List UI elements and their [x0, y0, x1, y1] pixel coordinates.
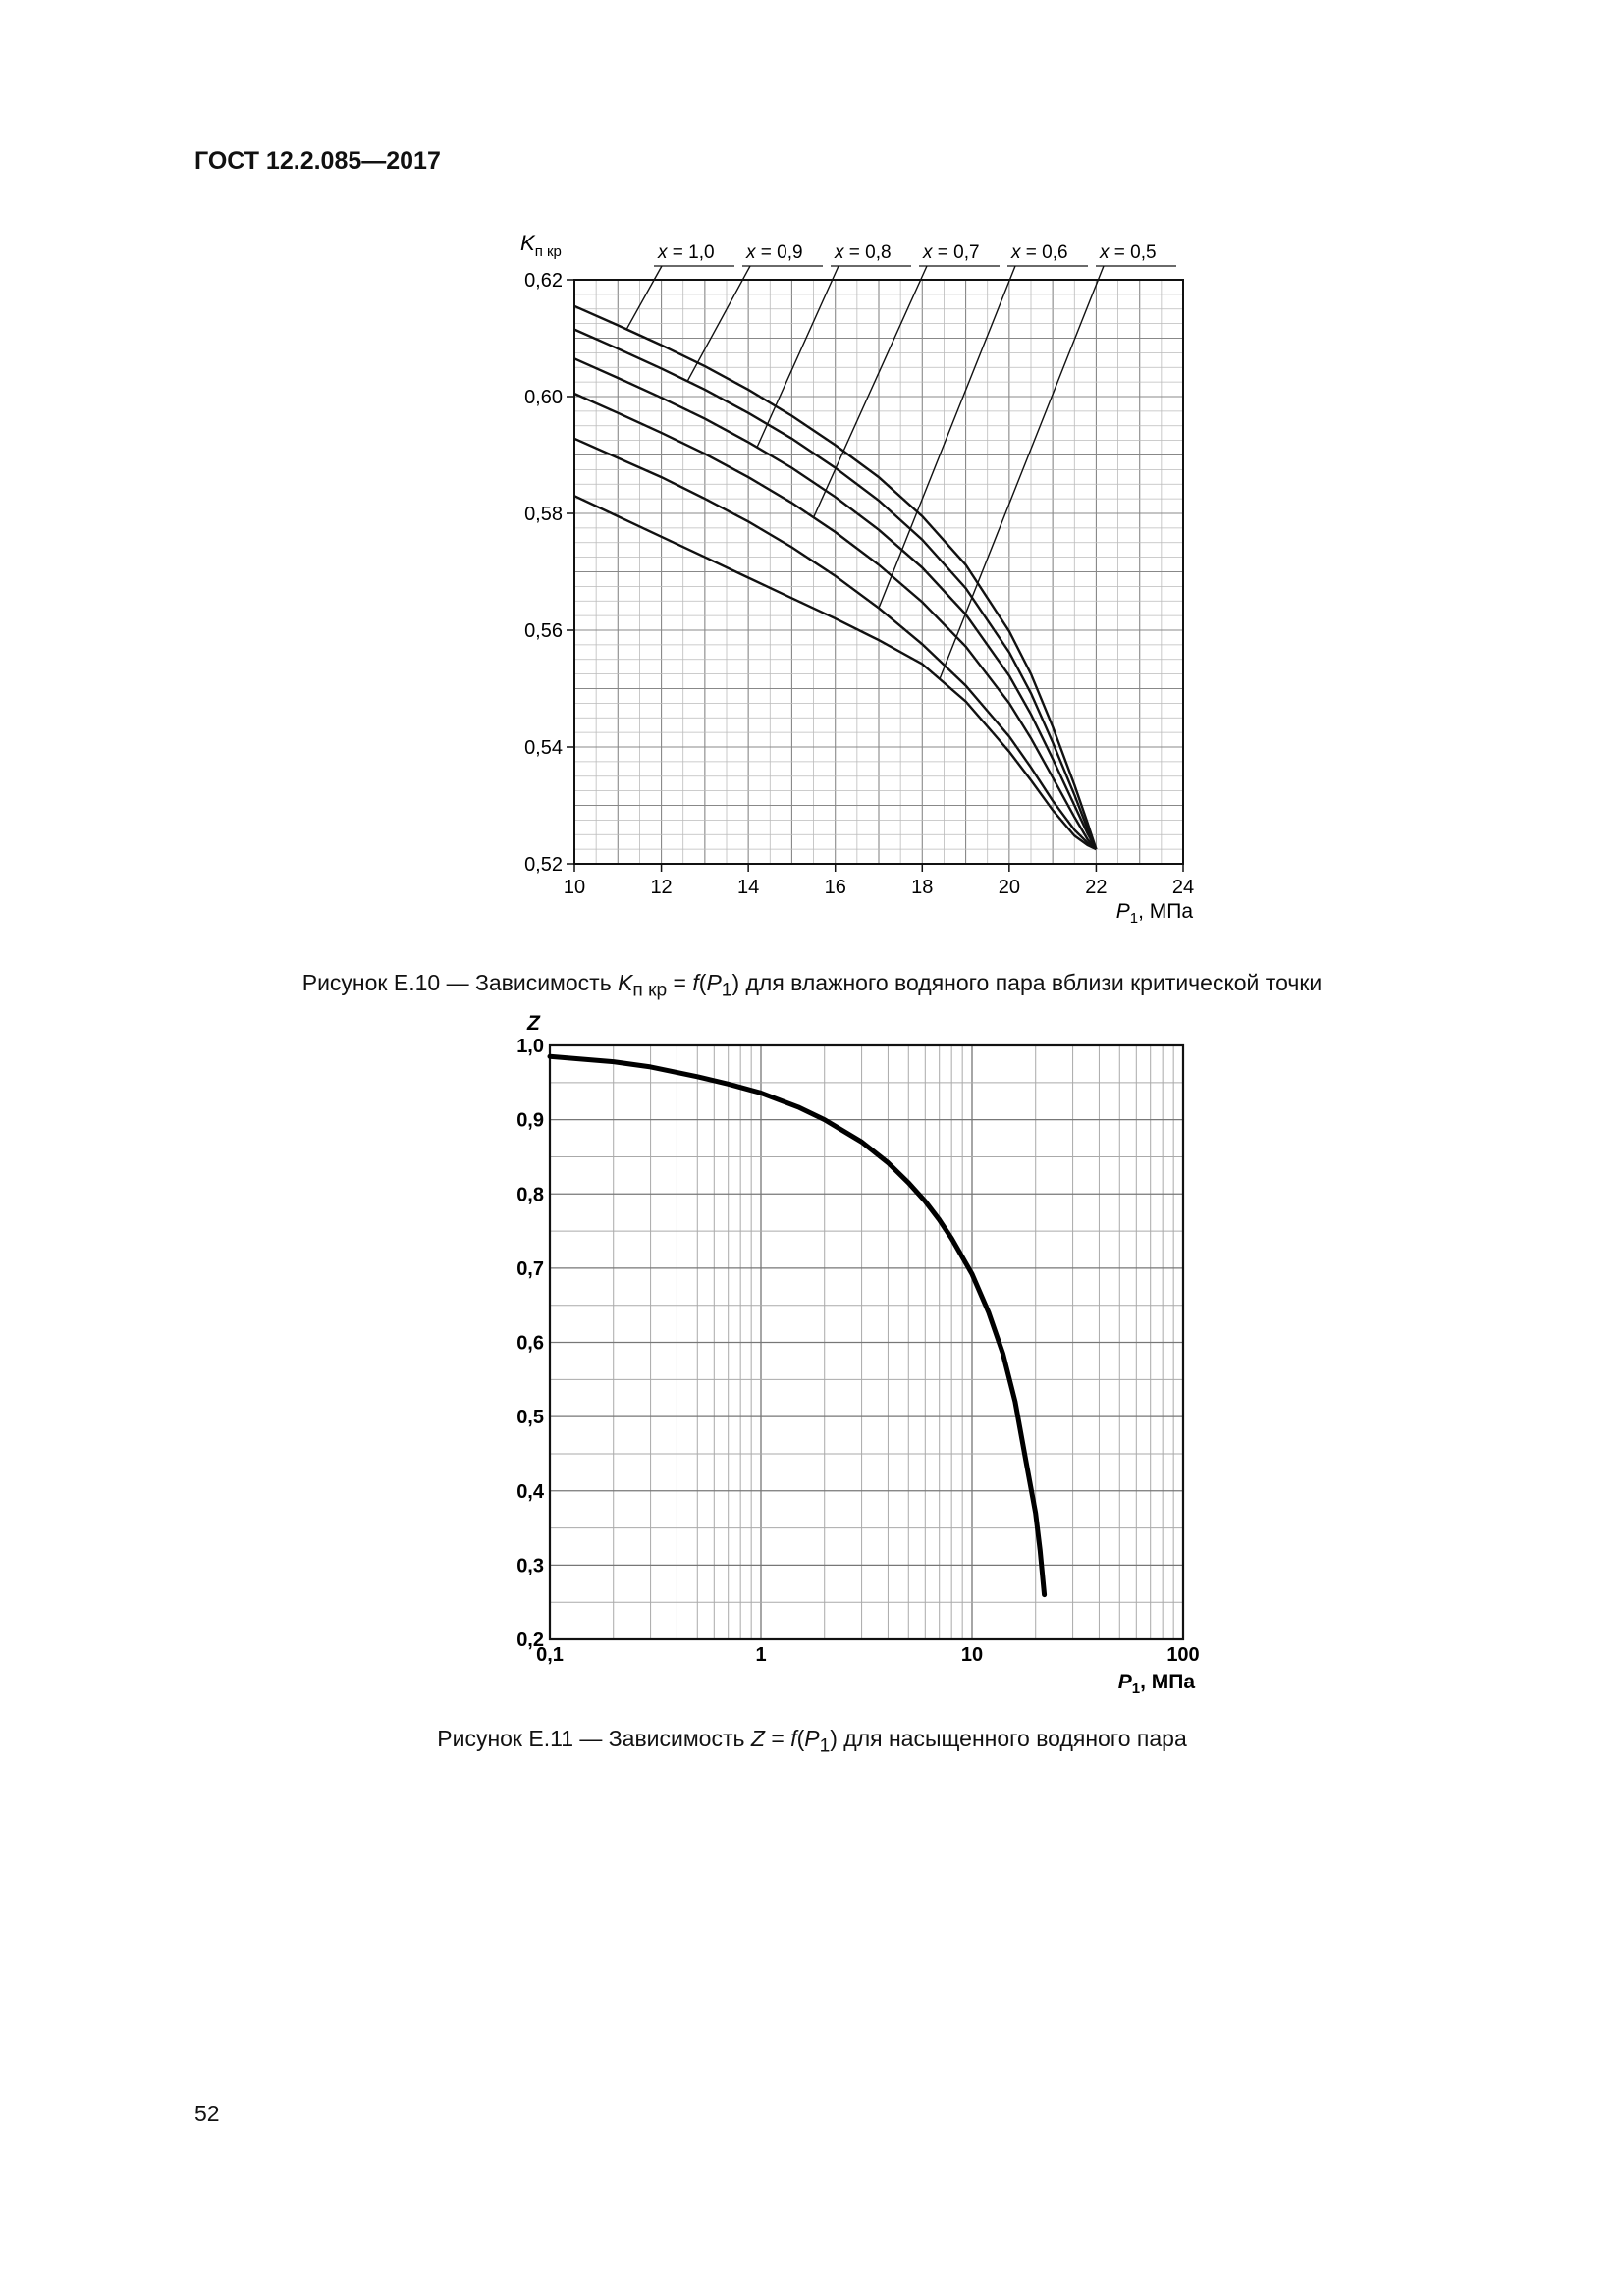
series-line-z — [550, 1056, 1045, 1594]
x-axis-label: $P_1$, МПа — [1117, 1671, 1195, 1697]
x-tick-label: 20 — [998, 877, 1020, 898]
series-label-0: x = 1,0 — [658, 242, 715, 263]
x-tick-label: 24 — [1171, 877, 1195, 898]
y-tick-label: 0,2 — [516, 1629, 544, 1651]
y-tick-label: 0,3 — [516, 1555, 544, 1577]
series-label-5: x = 0,5 — [1100, 242, 1157, 263]
series-label-4: x = 0,6 — [1011, 242, 1068, 263]
series-leader-5 — [940, 266, 1104, 679]
series-label-1: x = 0,9 — [746, 242, 803, 263]
y-tick-label: 0,60 — [524, 387, 563, 408]
y-axis-label: Z — [527, 1012, 540, 1035]
figure-caption-e11: Рисунок Е.11 — Зависимость $Z = f(P_1)$ для насыщенного водяного пара — [437, 1726, 1187, 1757]
caption-e10-prefix: Рисунок Е.10 — Зависимость — [301, 970, 619, 995]
chart-kpkr-vs-p1 — [491, 221, 1237, 928]
series-leader-0 — [626, 266, 662, 329]
y-tick-label: 0,7 — [516, 1257, 544, 1280]
caption-e11-prefix: Рисунок Е.11 — Зависимость — [437, 1726, 751, 1751]
x-tick-label: 14 — [737, 877, 760, 898]
y-tick-label: 0,52 — [524, 854, 563, 876]
x-tick-label: 10 — [563, 877, 586, 898]
series-label-2: x = 0,8 — [835, 242, 892, 263]
document-header: ГОСТ 12.2.085—2017 — [194, 147, 441, 175]
y-tick-label: 0,9 — [516, 1109, 544, 1132]
caption-e10-suffix: для влажного водяного пара вблизи критической точки — [739, 970, 1323, 995]
x-tick-label: 22 — [1085, 877, 1108, 898]
series-leader-3 — [814, 266, 927, 517]
x-tick-label: 100 — [1166, 1644, 1200, 1666]
figure-caption-e10: Рисунок Е.10 — Зависимость $K_{п кр} = f(P_1)$ для влажного водяного пара вблизи критической точки — [301, 970, 1323, 1001]
y-tick-label: 0,6 — [516, 1332, 544, 1355]
page-number: 52 — [194, 2101, 220, 2126]
x-axis-label: $P_1$, МПа — [1115, 900, 1193, 927]
series-label-3: x = 0,7 — [923, 242, 980, 263]
y-tick-label: 1,0 — [516, 1036, 544, 1057]
y-tick-label: 0,62 — [524, 270, 563, 292]
y-tick-label: 0,58 — [524, 504, 563, 525]
y-tick-label: 0,56 — [524, 620, 563, 642]
x-tick-label: 12 — [650, 877, 673, 898]
chart-z-vs-p1 — [491, 1006, 1237, 1718]
caption-e11-suffix: для насыщенного водяного пара — [837, 1726, 1187, 1751]
x-tick-label: 10 — [960, 1644, 984, 1666]
x-tick-label: 0,1 — [536, 1644, 564, 1666]
series-leader-4 — [879, 266, 1015, 608]
x-tick-label: 1 — [755, 1644, 767, 1666]
y-axis-label: $K_{п кр}$ — [520, 231, 562, 260]
y-tick-label: 0,54 — [524, 737, 563, 759]
y-tick-label: 0,8 — [516, 1184, 544, 1206]
y-tick-label: 0,4 — [516, 1480, 544, 1503]
x-tick-label: 16 — [824, 877, 846, 898]
y-tick-label: 0,5 — [516, 1407, 544, 1429]
x-tick-label: 18 — [911, 877, 934, 898]
